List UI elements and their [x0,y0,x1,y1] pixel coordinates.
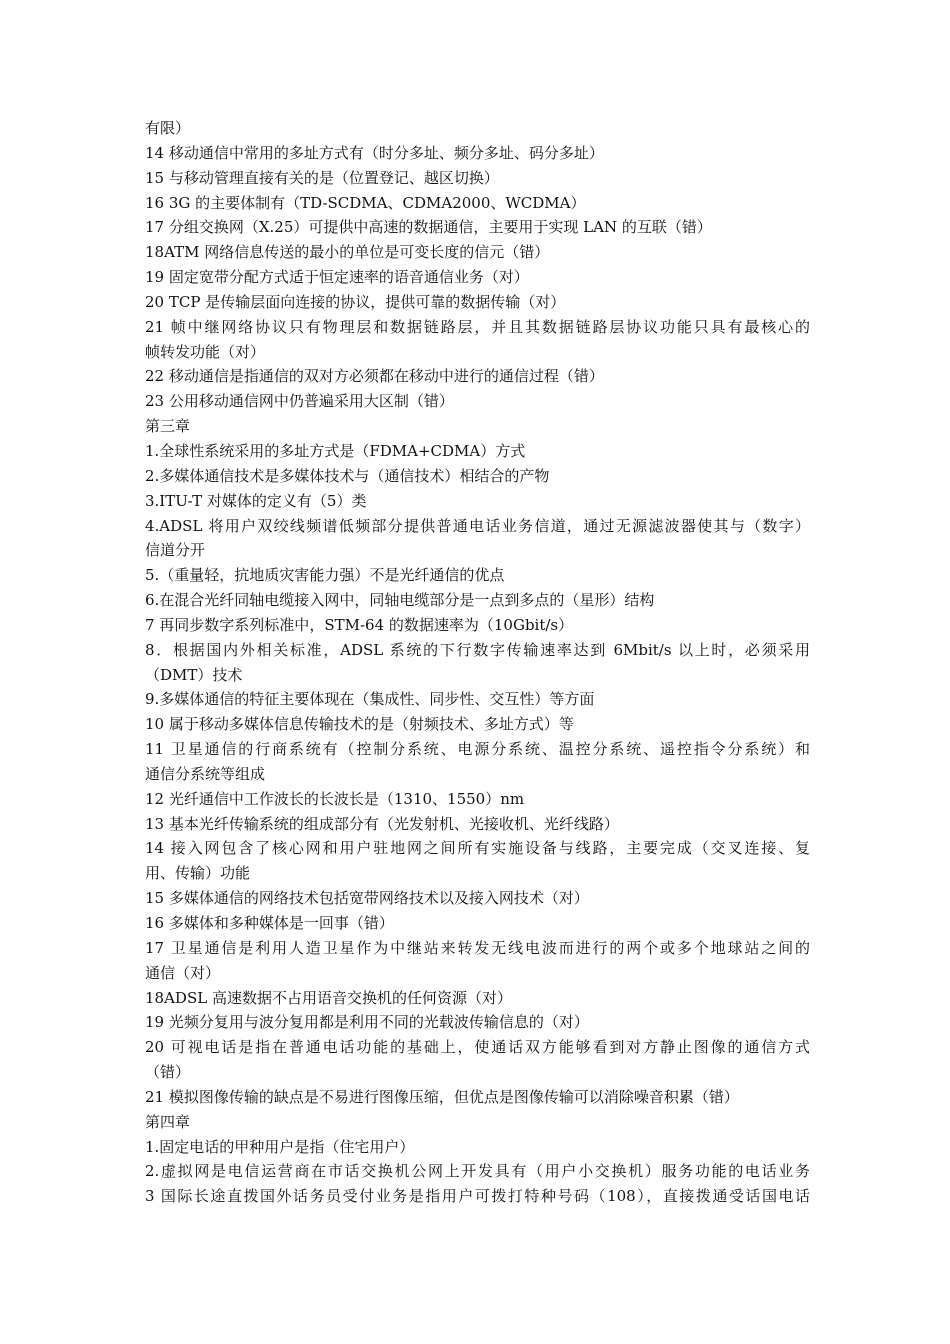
text-line: 17 分组交换网（X.25）可提供中高速的数据通信，主要用于实现 LAN 的互联（错） [145,218,712,237]
text-line: 帧转发功能（对） [145,342,266,361]
text-line: 19 固定宽带分配方式适于恒定速率的语音通信业务（对） [145,268,529,287]
text-line: 21 模拟图像传输的缺点是不易进行图像压缩，但优点是图像传输可以消除噪音积累（错） [145,1087,739,1106]
text-line: （DMT）技术 [145,665,243,684]
text-line: 2.多媒体通信技术是多媒体技术与（通信技术）相结合的产物 [145,466,550,485]
text-line: 11 卫星通信的行商系统有（控制分系统、电源分系统、温控分系统、遥控指令分系统）和 [145,740,810,759]
text-line: 4.ADSL 将用户双绞线频谱低频部分提供普通电话业务信道，通过无源滤波器使其与（数字） [145,516,810,535]
text-line: 21 帧中继网络协议只有物理层和数据链路层，并且其数据链路层协议功能只具有最核心的 [145,317,810,336]
text-line: 14 移动通信中常用的多址方式有（时分多址、频分多址、码分多址） [145,143,604,162]
text-line: 3.ITU-T 对媒体的定义有（5）类 [145,491,367,510]
text-line: 2.虚拟网是电信运营商在市话交换机公网上开发具有（用户小交换机）服务功能的电话业务 [145,1162,810,1181]
text-line: 9.多媒体通信的特征主要体现在（集成性、同步性、交互性）等方面 [145,690,595,709]
text-line: 5.（重量轻，抗地质灾害能力强）不是光纤通信的优点 [145,566,505,585]
text-line: 第四章 [145,1112,191,1131]
text-line: （错） [145,1063,191,1082]
text-line: 10 属于移动多媒体信息传输技术的是（射频技术、多址方式）等 [145,715,574,734]
text-line: 第三章 [145,417,191,436]
document-body [145,116,810,1209]
text-line: 15 多媒体通信的网络技术包括宽带网络技术以及接入网技术（对） [145,889,589,908]
text-line: 17 卫星通信是利用人造卫星作为中继站来转发无线电波而进行的两个或多个地球站之间的 [145,938,810,957]
text-line: 20 可视电话是指在普通电话功能的基础上，使通话双方能够看到对方静止图像的通信方式 [145,1038,810,1057]
text-line: 16 3G 的主要体制有（TD-SCDMA、CDMA2000、WCDMA） [145,193,586,212]
text-line: 20 TCP 是传输层面向连接的协议，提供可靠的数据传输（对） [145,292,566,311]
text-line: 15 与移动管理直接有关的是（位置登记、越区切换） [145,168,499,187]
text-line: 14 接入网包含了核心网和用户驻地网之间所有实施设备与线路，主要完成（交叉连接、复 [145,839,810,858]
text-line: 1.固定电话的甲种用户是指（住宅用户） [145,1137,415,1156]
text-line: 7 再同步数字系列标准中，STM-64 的数据速率为（10Gbit/s） [145,615,574,634]
text-line: 18ADSL 高速数据不占用语音交换机的任何资源（对） [145,988,512,1007]
text-line: 1.全球性系统采用的多址方式是（FDMA+CDMA）方式 [145,441,526,460]
text-line: 23 公用移动通信网中仍普遍采用大区制（错） [145,392,454,411]
text-line: 有限） [145,119,191,137]
text-line: 19 光频分复用与波分复用都是利用不同的光载波传输信息的（对） [145,1013,589,1032]
text-line: 8．根据国内外相关标准，ADSL 系统的下行数字传输速率达到 6Mbit/s 以上时，必须采用 [145,640,810,659]
text-line: 13 基本光纤传输系统的组成部分有（光发射机、光接收机、光纤线路） [145,814,619,833]
text-line: 6.在混合光纤同轴电缆接入网中，同轴电缆部分是一点到多点的（星形）结构 [145,591,655,610]
text-line: 18ATM 网络信息传送的最小的单位是可变长度的信元（错） [145,243,550,262]
text-line: 用、传输）功能 [145,864,251,883]
text-line: 12 光纤通信中工作波长的长波长是（1310、1550）nm [145,789,525,808]
text-line: 信道分开 [145,541,206,560]
text-line: 通信（对） [145,963,221,982]
text-line: 3 国际长途直拨国外话务员受付业务是指用户可拨打特种号码（108），直接拨通受话国电话 [145,1187,810,1206]
text-line: 16 多媒体和多种媒体是一回事（错） [145,914,394,932]
text-line: 22 移动通信是指通信的双对方必须都在移动中进行的通信过程（错） [145,367,604,386]
text-line: 通信分系统等组成 [145,764,266,783]
